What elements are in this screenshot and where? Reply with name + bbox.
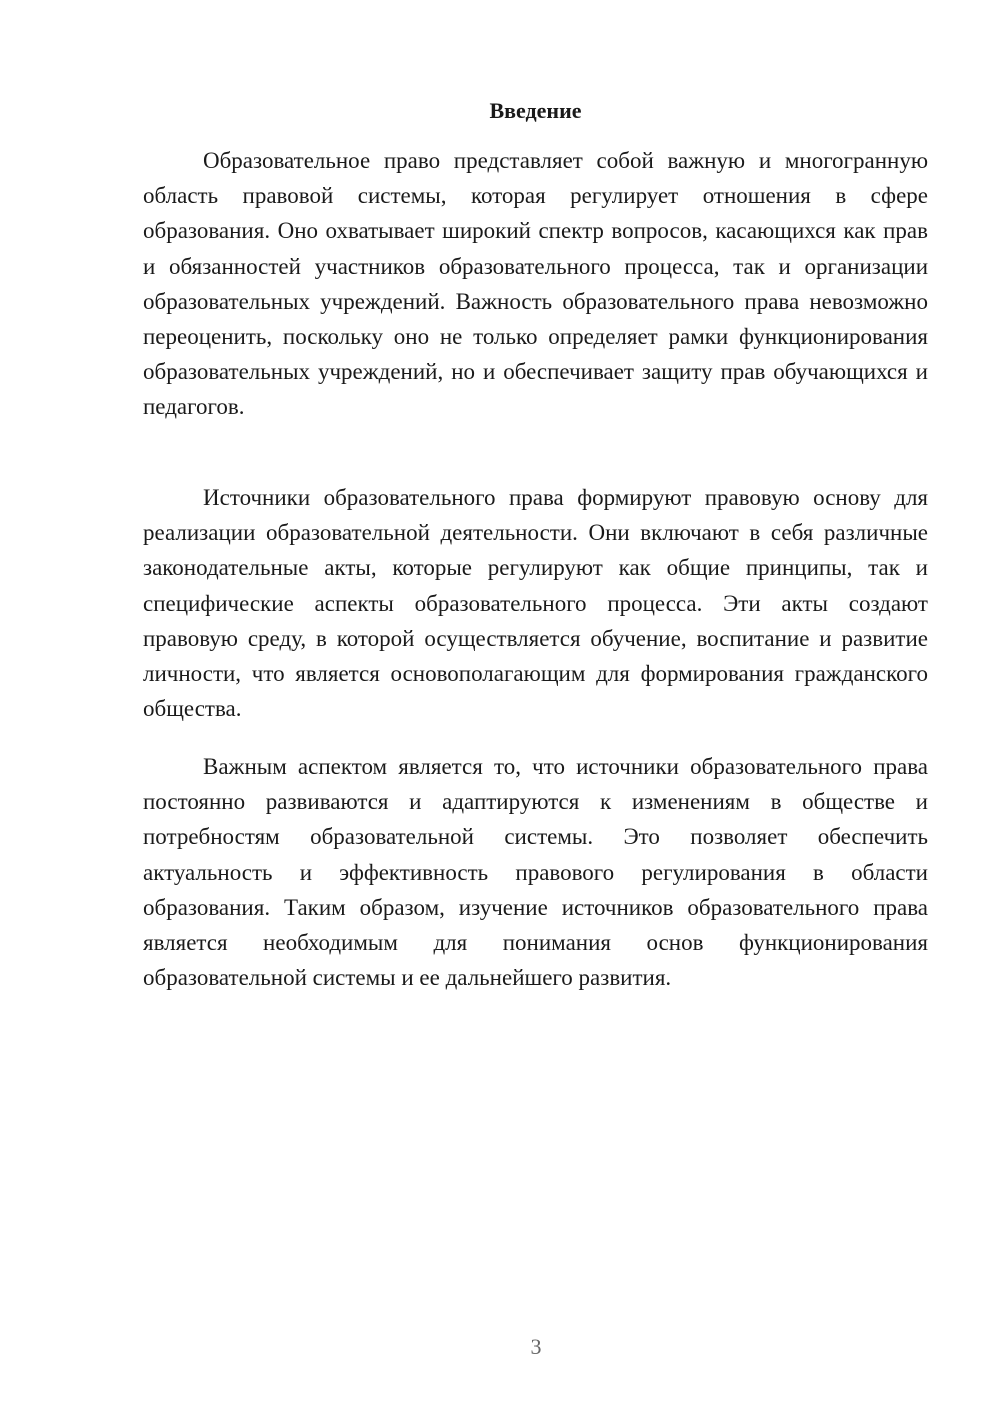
paragraph-3: Важным аспектом является то, что источники образовательного права постоянно развиваются и адаптируются к изменениям в обществе и потребностям образовательной системы. Это позволяет обеспечить актуальность и эффективность правового регулирования в области образования. Таким образом, изучение источников образовательного права является необходимым для понимания основ функционирования образовательной системы и ее дальнейшего развития.	[143, 754, 928, 991]
paragraph-1: Образовательное право представляет собой важную и многогранную область правовой системы, которая регулирует отношения в сфере образования. Оно охватывает широкий спектр вопросов, касающихся как прав и обязанностей участников образовательного процесса, так и организации образовательных учреждений. Важность образовательного права невозможно переоценить, поскольку оно не только определяет рамки функционирования образовательных учреждений, но и обеспечивает защиту прав обучающихся и педагогов.	[143, 148, 928, 420]
section-heading: Введение	[489, 98, 582, 123]
paragraph-2: Источники образовательного права формируют правовую основу для реализации образовательной деятельности. Они включают в себя различные законодательные акты, которые регулируют как общие принципы, так и специфические аспекты образовательного процесса. Эти акты создают правовую среду, в которой осуществляется обучение, воспитание и развитие личности, что является основополагающим для формирования гражданского общества.	[143, 485, 928, 722]
page-number: 3	[530, 1334, 542, 1359]
